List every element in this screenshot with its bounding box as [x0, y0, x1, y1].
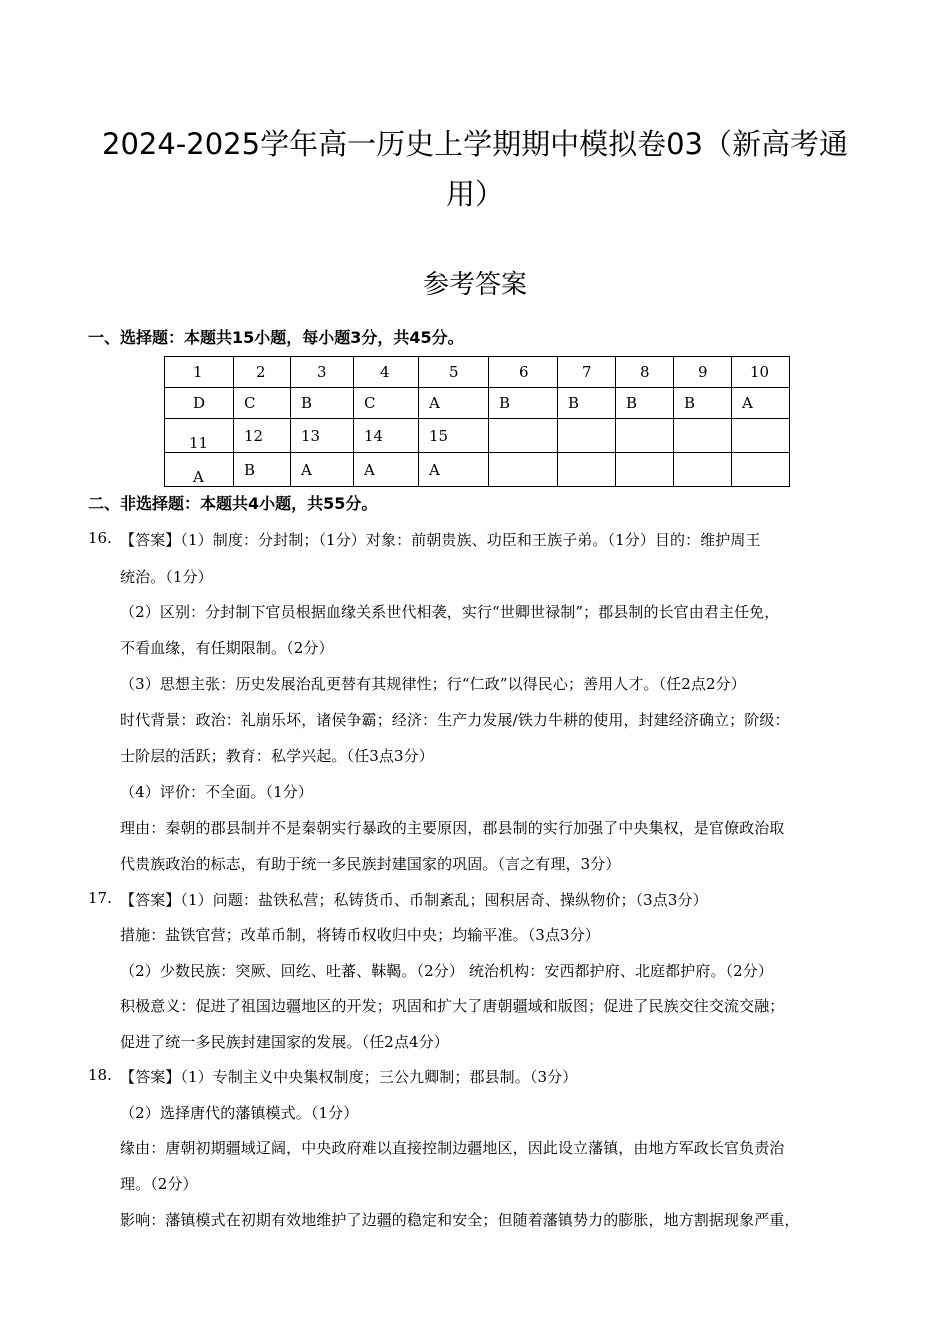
table-cell: B	[234, 453, 291, 487]
table-cell: 14	[354, 419, 419, 453]
table-cell	[616, 453, 674, 487]
table-cell: 4	[354, 357, 419, 388]
question-number-16: 16.	[88, 529, 112, 547]
table-cell: 8	[616, 357, 674, 388]
table-cell: B	[489, 388, 558, 419]
page-title-continued: 用）	[445, 177, 504, 211]
table-cell	[732, 419, 790, 453]
answer-line: （3）思想主张：历史发展治乱更替有其规律性；行“仁政”以得民心；善用人才。（任2点2分）	[120, 675, 746, 693]
table-row	[165, 357, 790, 388]
table-cell: C	[354, 388, 419, 419]
table-cell	[489, 419, 558, 453]
table-row	[165, 419, 790, 453]
table-cell: A	[291, 453, 354, 487]
page-subtitle: 参考答案	[422, 270, 527, 300]
question-number-18: 18.	[88, 1066, 112, 1084]
table-cell: B	[674, 388, 732, 419]
table-cell: 6	[489, 357, 558, 388]
table-cell: 11	[165, 419, 234, 453]
table-cell	[558, 419, 616, 453]
answer-line: 代贵族政治的标志，有助于统一多民族封建国家的巩固。（言之有理，3分）	[120, 855, 621, 873]
answer-table	[164, 356, 790, 487]
answer-line: 影响：藩镇模式在初期有效地维护了边疆的稳定和安全；但随着藩镇势力的膨胀，地方割据现象严重，	[120, 1211, 800, 1229]
table-row	[165, 388, 790, 419]
table-cell: D	[165, 388, 234, 419]
page-title: 2024-2025学年高一历史上学期期中模拟卷03（新高考通	[102, 127, 848, 161]
table-cell: B	[558, 388, 616, 419]
answer-line: 措施：盐铁官营；改革币制，将铸币权收归中央；均输平准。（3点3分）	[120, 926, 600, 944]
answer-line: 不看血缘，有任期限制。（2分）	[120, 639, 334, 657]
section-heading-open: 二、非选择题：本题共4小题，共55分。	[88, 494, 378, 513]
table-cell: 2	[234, 357, 291, 388]
table-cell: A	[419, 453, 489, 487]
answer-line: 【答案】（1）问题：盐铁私营；私铸货币、币制紊乱；囤积居奇、操纵物价；（3点3分）	[120, 891, 708, 909]
table-cell	[674, 419, 732, 453]
table-cell: C	[234, 388, 291, 419]
answer-line: 促进了统一多民族封建国家的发展。（任2点4分）	[120, 1033, 449, 1051]
table-cell	[732, 453, 790, 487]
table-cell: 15	[419, 419, 489, 453]
table-cell: 10	[732, 357, 790, 388]
question-number-17: 17.	[88, 889, 112, 907]
table-cell: B	[291, 388, 354, 419]
answer-line: （4）评价：不全面。（1分）	[120, 783, 313, 801]
section-heading-choice: 一、选择题：本题共15小题，每小题3分，共45分。	[88, 328, 464, 347]
table-cell: A	[165, 453, 234, 487]
answer-line: 积极意义：促进了祖国边疆地区的开发；巩固和扩大了唐朝疆域和版图；促进了民族交往交流交融；	[120, 997, 785, 1015]
answer-line: 【答案】（1）专制主义中央集权制度；三公九卿制；郡县制。（3分）	[120, 1068, 578, 1086]
table-cell: 12	[234, 419, 291, 453]
table-row	[165, 453, 790, 487]
table-cell: A	[732, 388, 790, 419]
answer-line: （2）选择唐代的藩镇模式。（1分）	[120, 1104, 359, 1122]
answer-line: 时代背景：政治：礼崩乐坏，诸侯争霸；经济：生产力发展/铁力牛耕的使用，封建经济确立；阶级：	[120, 711, 790, 729]
table-cell: 9	[674, 357, 732, 388]
table-cell: A	[419, 388, 489, 419]
table-cell: 3	[291, 357, 354, 388]
table-cell	[489, 453, 558, 487]
table-cell: 13	[291, 419, 354, 453]
table-cell	[558, 453, 616, 487]
answer-line: 缘由：唐朝初期疆域辽阔，中央政府难以直接控制边疆地区，因此设立藩镇，由地方军政长官负责治	[120, 1139, 785, 1157]
table-cell: B	[616, 388, 674, 419]
table-cell: 7	[558, 357, 616, 388]
answer-line: （2）区别：分封制下官员根据血缘关系世代相袭，实行“世卿世禄制”；郡县制的长官由君主任免，	[120, 603, 780, 621]
table-cell	[616, 419, 674, 453]
table-cell	[674, 453, 732, 487]
table-cell: A	[354, 453, 419, 487]
answer-line: 理由：秦朝的郡县制并不是秦朝实行暴政的主要原因，郡县制的实行加强了中央集权，是官僚政治取	[120, 819, 785, 837]
answer-line: 【答案】（1）制度：分封制；（1分）对象：前朝贵族、功臣和王族子弟。（1分）目的：维护周王	[120, 531, 761, 549]
answer-line: 士阶层的活跃；教育：私学兴起。（任3点3分）	[120, 747, 434, 765]
answer-line: （2）少数民族：突厥、回纥、吐蕃、靺鞨。（2分） 统治机构：安西都护府、北庭都护府。（2分）	[120, 962, 774, 980]
table-cell: 5	[419, 357, 489, 388]
answer-line: 统治。（1分）	[120, 568, 213, 586]
table-cell: 1	[165, 357, 234, 388]
answer-line: 理。（2分）	[120, 1175, 198, 1193]
